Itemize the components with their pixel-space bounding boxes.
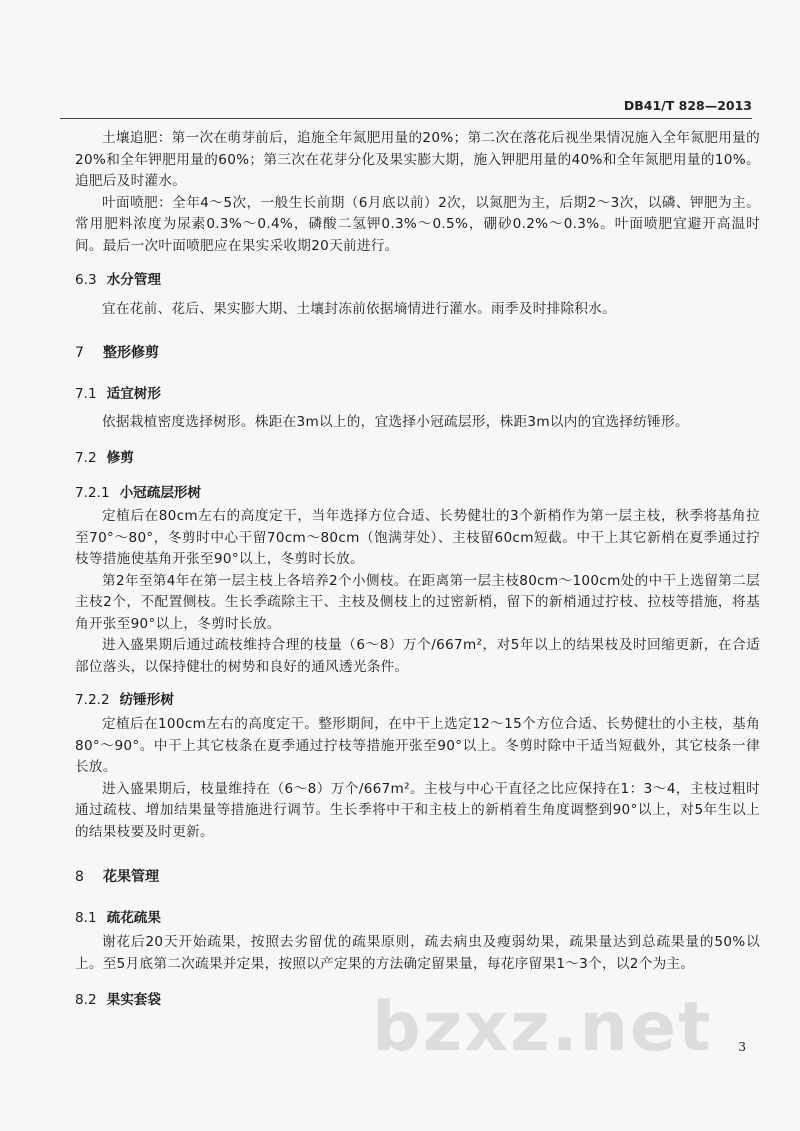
section-6-3-body: 宜在花前、花后、果实膨大期、土壤封冻前依据墒情进行灌水。雨季及时排除积水。: [102, 301, 617, 317]
section-7-1-body: 依据栽植密度选择树形。株距在3m以上的，宜选择小冠疏层形，株距3m以内的宜选择纺锤形。: [102, 414, 689, 430]
section-8-1-heading: 8.1 疏花疏果: [75, 910, 161, 926]
page-number: 3: [738, 1040, 746, 1054]
foliar-spray-paragraph: 叶面喷肥：全年4～5次，一般生长前期（6月底以前）2次，以氮肥为主，后期2～3次，以磷、钾肥为主。常用肥料浓度为尿素0.3%～0.4%，磷酸二氢钾0.3%～0.5%，硼砂0.2%～0.3%。叶面喷肥宜避开高温时间。最后一次叶面喷肥应在果实采收期20天前进行。: [75, 194, 760, 254]
section-8-heading: 8 花果管理: [75, 869, 159, 885]
section-6-3-heading: 6.3 水分管理: [75, 272, 161, 288]
section-7-heading: 7 整形修剪: [75, 345, 159, 361]
document-code: DB41/T 828—2013: [623, 98, 752, 113]
section-7-2-2-body: 定植后在100cm左右的高度定干。整形期间，在中干上选定12～15个方位合适、长势健壮的小主枝，基角80°～90°。中干上其它枝条在夏季通过拧枝等措施开张至90°以上。冬剪时除中干适当短截外，其它枝条一律长放。 进入盛果期后，枝量维持在（6～8）万个/667m²。主枝与中心干直径之比应保持在1：3～4，主枝过粗时通过疏枝、增加结果量等措施进行调节。生长季将中干和主枝上的新梢着生角度调整到90°以上，对5年生以上的结果枝要及时更新。: [75, 716, 760, 840]
section-7-2-2-heading: 7.2.2 纺锤形树: [75, 692, 174, 708]
section-7-2-1-heading: 7.2.1 小冠疏层形树: [75, 485, 202, 501]
section-7-1-heading: 7.1 适宜树形: [75, 386, 161, 402]
header-rule: [60, 118, 752, 119]
watermark-logo: bzxz.net: [372, 988, 713, 1067]
section-7-2-heading: 7.2 修剪: [75, 450, 134, 466]
fertilizer-block: [75, 128, 760, 257]
section-7-2-1-body: 定植后在80cm左右的高度定干，当年选择方位合适、长势健壮的3个新梢作为第一层主枝，秋季将基角拉至70°～80°，冬剪时中心干留70cm～80cm（饱满芽处）、主枝留60cm短截。中干上其它新梢在夏季通过拧枝等措施使基角开张至90°以上，冬剪时长放。 第2年至第4年在第一层主枝上各培养2个小侧枝。在距离第一层主枝80cm～100cm处的中干上选留第二层主枝2个，不配置侧枝。生长季疏除主干、主枝及侧枝上的过密新梢，留下的新梢通过拧枝、拉枝等措施，将基角开张至90°以上，冬剪时长放。 进入盛果期后通过疏枝维持合理的枝量（6～8）万个/667m²，对5年以上的结果枝及时回缩更新，在合适部位落头，以保持健壮的树势和良好的通风透光条件。: [75, 508, 760, 675]
section-8-2-heading: 8.2 果实套袋: [75, 992, 161, 1008]
soil-topdressing-paragraph: 土壤追肥：第一次在萌芽前后，追施全年氮肥用量的20%；第二次在落花后视坐果情况施入全年氮肥用量的20%和全年钾肥用量的60%；第三次在花芽分化及果实膨大期，施入钾肥用量的40%和全年氮肥用量的10%。追肥后及时灌水。: [75, 130, 760, 189]
section-8-1-body: 谢花后20天开始疏果，按照去劣留优的疏果原则，疏去病虫及瘦弱幼果，疏果量达到总疏果量的50%以上。至5月底第二次疏果并定果，按照以产定果的方法确定留果量，每花序留果1～3个，以2个为主。: [75, 934, 760, 972]
